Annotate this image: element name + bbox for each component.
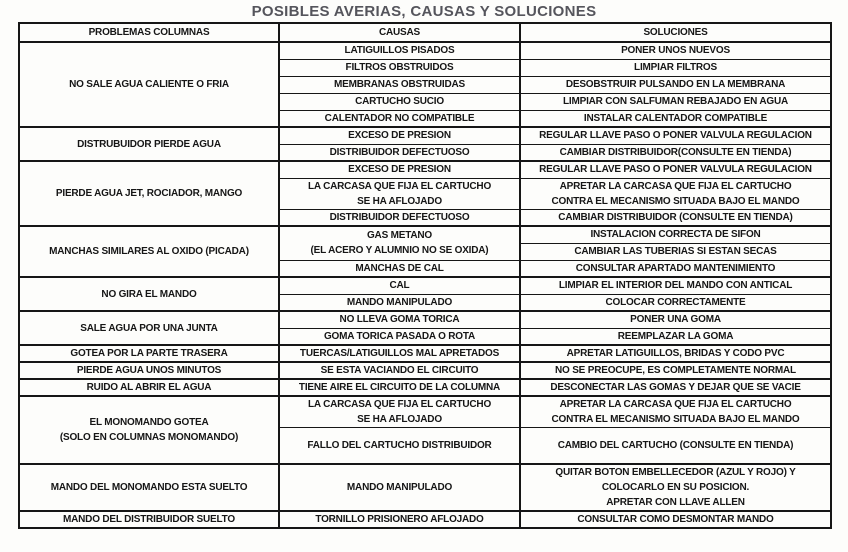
table-row (19, 311, 831, 328)
cause-cell: CALENTADOR NO COMPATIBLE (279, 110, 520, 127)
cause-cell: FALLO DEL CARTUCHO DISTRIBUIDOR (279, 428, 520, 464)
header-causas: CAUSAS (279, 23, 520, 42)
problem-cell: MANDO DEL DISTRIBUIDOR SUELTO (19, 511, 279, 528)
cause-cell: MANDO MANIPULADO (279, 464, 520, 511)
cause-cell: DISTRIBUIDOR DEFECTUOSO (279, 209, 520, 226)
cause-cell: GOMA TORICA PASADA O ROTA (279, 328, 520, 345)
solution-cell: REEMPLAZAR LA GOMA (520, 328, 831, 345)
cause-cell: EXCESO DE PRESION (279, 161, 520, 178)
solution-cell: INSTALAR CALENTADOR COMPATIBLE (520, 110, 831, 127)
cause-cell: CAL (279, 277, 520, 294)
problem-cell: MANCHAS SIMILARES AL OXIDO (PICADA) (19, 226, 279, 277)
problem-cell: PIERDE AGUA UNOS MINUTOS (19, 362, 279, 379)
solution-cell: REGULAR LLAVE PASO O PONER VALVULA REGULACION (520, 127, 831, 144)
solution-cell: LIMPIAR EL INTERIOR DEL MANDO CON ANTICAL (520, 277, 831, 294)
problem-cell: DISTRUBUIDOR PIERDE AGUA (19, 127, 279, 161)
table-row (19, 127, 831, 144)
problem-cell: EL MONOMANDO GOTEA (SOLO EN COLUMNAS MONOMANDO) (19, 396, 279, 464)
cause-cell: TUERCAS/LATIGUILLOS MAL APRETADOS (279, 345, 520, 362)
table-row (19, 464, 831, 511)
solution-cell: APRETAR LA CARCASA QUE FIJA EL CARTUCHO CONTRA EL MECANISMO SITUADA BAJO EL MANDO (520, 178, 831, 209)
solution-cell: CONSULTAR APARTADO MANTENIMIENTO (520, 260, 831, 277)
cause-cell: LA CARCASA QUE FIJA EL CARTUCHO SE HA AFLOJADO (279, 178, 520, 209)
solution-cell: REGULAR LLAVE PASO O PONER VALVULA REGULACION (520, 161, 831, 178)
solution-cell: NO SE PREOCUPE, ES COMPLETAMENTE NORMAL (520, 362, 831, 379)
header-problemas: PROBLEMAS COLUMNAS (19, 23, 279, 42)
solution-cell: PONER UNOS NUEVOS (520, 42, 831, 59)
solution-cell: LIMPIAR FILTROS (520, 59, 831, 76)
solution-cell: PONER UNA GOMA (520, 311, 831, 328)
cause-cell: LATIGUILLOS PISADOS (279, 42, 520, 59)
troubleshooting-table (18, 22, 832, 529)
solution-cell: CAMBIAR DISTRIBUIDOR(CONSULTE EN TIENDA) (520, 144, 831, 161)
problem-cell: SALE AGUA POR UNA JUNTA (19, 311, 279, 345)
solution-cell: CAMBIO DEL CARTUCHO (CONSULTE EN TIENDA) (520, 428, 831, 464)
table-row (19, 161, 831, 178)
header-row (19, 23, 831, 42)
cause-cell: DISTRIBUIDOR DEFECTUOSO (279, 144, 520, 161)
solution-cell: DESOBSTRUIR PULSANDO EN LA MEMBRANA (520, 76, 831, 93)
solution-cell: APRETAR LATIGUILLOS, BRIDAS Y CODO PVC (520, 345, 831, 362)
table-row (19, 345, 831, 362)
cause-cell: MANDO MANIPULADO (279, 294, 520, 311)
table-row (19, 511, 831, 528)
problem-cell: NO SALE AGUA CALIENTE O FRIA (19, 42, 279, 127)
cause-cell: MEMBRANAS OBSTRUIDAS (279, 76, 520, 93)
solution-cell: APRETAR LA CARCASA QUE FIJA EL CARTUCHO CONTRA EL MECANISMO SITUADA BAJO EL MANDO (520, 396, 831, 428)
solution-cell: COLOCAR CORRECTAMENTE (520, 294, 831, 311)
solution-cell: QUITAR BOTON EMBELLECEDOR (AZUL Y ROJO) Y COLOCARLO EN SU POSICION. APRETAR CON LLAVE ALLEN (520, 464, 831, 511)
table-row (19, 379, 831, 396)
solution-cell: INSTALACION CORRECTA DE SIFON (520, 226, 831, 243)
problem-cell: RUIDO AL ABRIR EL AGUA (19, 379, 279, 396)
table-row (19, 362, 831, 379)
page-title: POSIBLES AVERIAS, CAUSAS Y SOLUCIONES (251, 3, 597, 20)
solution-cell: CAMBIAR LAS TUBERIAS SI ESTAN SECAS (520, 243, 831, 260)
solution-cell: DESCONECTAR LAS GOMAS Y DEJAR QUE SE VACIE (520, 379, 831, 396)
cause-cell: LA CARCASA QUE FIJA EL CARTUCHO SE HA AFLOJADO (279, 396, 520, 428)
cause-cell: TORNILLO PRISIONERO AFLOJADO (279, 511, 520, 528)
cause-cell: NO LLEVA GOMA TORICA (279, 311, 520, 328)
table-row (19, 277, 831, 294)
problem-cell: MANDO DEL MONOMANDO ESTA SUELTO (19, 464, 279, 511)
solution-cell: CAMBIAR DISTRIBUIDOR (CONSULTE EN TIENDA) (520, 209, 831, 226)
cause-cell: GAS METANO (EL ACERO Y ALUMNIO NO SE OXIDA) (279, 226, 520, 260)
problem-cell: NO GIRA EL MANDO (19, 277, 279, 311)
header-soluciones: SOLUCIONES (520, 23, 831, 42)
solution-cell: LIMPIAR CON SALFUMAN REBAJADO EN AGUA (520, 93, 831, 110)
table-row (19, 226, 831, 243)
table-row (19, 42, 831, 59)
cause-cell: FILTROS OBSTRUIDOS (279, 59, 520, 76)
problem-cell: PIERDE AGUA JET, ROCIADOR, MANGO (19, 161, 279, 226)
cause-cell: EXCESO DE PRESION (279, 127, 520, 144)
cause-cell: MANCHAS DE CAL (279, 260, 520, 277)
problem-cell: GOTEA POR LA PARTE TRASERA (19, 345, 279, 362)
cause-cell: TIENE AIRE EL CIRCUITO DE LA COLUMNA (279, 379, 520, 396)
cause-cell: SE ESTA VACIANDO EL CIRCUITO (279, 362, 520, 379)
table-row (19, 396, 831, 428)
table-header (19, 23, 831, 42)
solution-cell: CONSULTAR COMO DESMONTAR MANDO (520, 511, 831, 528)
cause-cell: CARTUCHO SUCIO (279, 93, 520, 110)
table-body (19, 42, 831, 528)
